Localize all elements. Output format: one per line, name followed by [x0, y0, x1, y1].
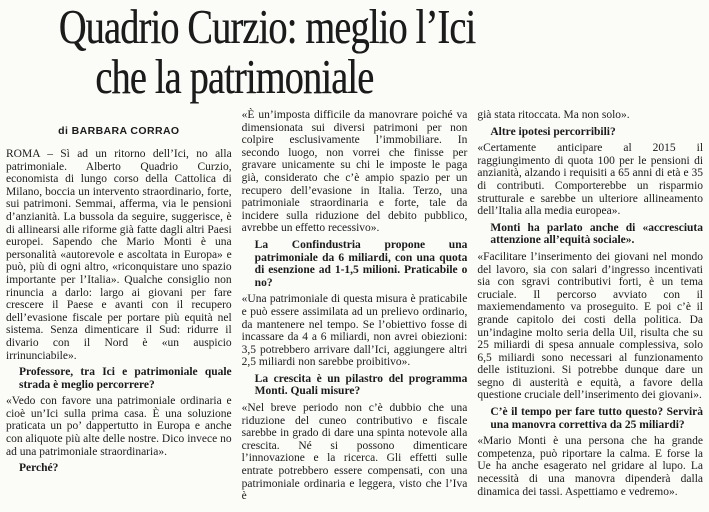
- interview-question: C’è il tempo per fare tutto questo? Servirà una manovra correttiva da 25 miliardi?: [490, 406, 704, 431]
- interview-question: Monti ha parlato anche di «accresciuta attenzione all’equità sociale».: [490, 221, 704, 247]
- interview-answer: «È un’imposta difficile da manovrare poiché va dimensionata sui diversi patrimoni per non colpire esclusivamente l’immobiliare. In secondo luogo, non vorrei che finisse per gravare unicamente su chi le imposte le paga già, considerato che c’è ampio spazio per un recupero dell’evasione in Italia. Terzo, una patrimoniale straordinaria e forte, tale da incidere sulla riduzione del debito pubblico, avrebbe un effetto recessivo».: [241, 109, 468, 235]
- article-headline: [0, 0, 476, 104]
- article-body: [0, 102, 709, 503]
- column-2: [242, 109, 468, 503]
- interview-answer: «Facilitare l’inserimento dei giovani nel mondo del lavoro, sia con salari d’ingresso incentivati sia con sgravi contributivi forti, è un tema cruciale. Il percorso avviato con il maxiemendamento va proseguito. E poi c’è il grande capitolo dei costi della politica. Da un’indagine molto seria della Uil, risulta che su 25 miliardi di spesa annuale complessiva, solo 6,5 miliardi sono necessari al funzionamento delle istituzioni. Si potrebbe dunque dare un segno di austerità e equità, a favore della questione cruciale dell’inserimento dei giovani».: [477, 250, 704, 402]
- interview-answer: «Certamente anticipare al 2015 il raggiungimento di quota 100 per le pensioni di anzianità, alzando i requisiti a 65 anni di età e 35 di contributi. Comporterebbe un risparmio strutturale e sarebbe un ulteriore allineamento dell’Italia alla media europea».: [477, 142, 704, 218]
- interview-answer-continued: già stata ritoccata. Ma non solo».: [477, 109, 630, 121]
- interview-question: La crescita è un pilastro del programma Monti. Quali misure?: [254, 372, 468, 398]
- column-1: [6, 109, 232, 503]
- interview-question: La Confindustria propone una patrimoniale da 6 miliardi, con una quota di esenzione ad 1-1,5 milioni. Praticabile o no?: [254, 238, 468, 289]
- interview-answer: «Mario Monti è una persona che ha grande competenza, può riportare la calma. E forse la Ue ha anche esagerato nel gridare al lupo. La necessità di una manovra dipenderà dalla dinamica dei tassi. Aspettiamo e vedremo».: [477, 435, 704, 498]
- interview-question: Professore, tra Ici e patrimoniale quale strada è meglio percorrere?: [19, 366, 232, 391]
- byline: di BARBARA CORRAO: [58, 125, 180, 137]
- interview-question: Altre ipotesi percorribili?: [490, 125, 616, 138]
- interview-answer: «Una patrimoniale di questa misura è praticabile e può essere assimilata ad un prelievo ordinario, da mantenere nel tempo. Se l’obiettivo fosse di incassare da 4 a 6 miliardi, non avrei obiezioni: 3,5 potrebbero arrivare dall’Ici, aggiungere altri 2,5 miliardi non sarebbe proibitivo».: [241, 293, 468, 369]
- lede-paragraph: ROMA – Sì ad un ritorno dell’Ici, no alla patrimoniale. Alberto Quadrio Curzio, economista di lungo corso della Cattolica di Milano, boccia un intervento straordinario, forte, sui patrimoni. Semmai, afferma, via le pensioni d’anzianità. La bussola da seguire, suggerisce, è di allinearsi alle riforme già fatte dagli altri Paesi europei. Sapendo che Mario Monti è una personalità «autorevole e ascoltata in Europa» e può, più di ogni altro, «riconquistare uno spazio importante per l’Italia». Qualche consiglio non rinuncia a darlo: largo ai giovani per fare crescere il Paese e avanti con il recupero dell’evasione fiscale per portare più equità nel sistema. Senza dimenticare il Sud: ridurre il divario con il Nord è «un auspicio irrinunciabile».: [6, 148, 232, 362]
- headline-line-1: Quadrio Curzio: meglio l’Ici: [58, 0, 476, 54]
- column-3: [477, 109, 703, 503]
- interview-answer: «Vedo con favore una patrimoniale ordinaria e cioè un’Ici sulla prima casa. È una soluzione praticata un po’ dappertutto in Europa e anche con aliquote più alte delle nostre. Dico invece no ad una patrimoniale straordinaria».: [6, 395, 232, 458]
- interview-question: Perché?: [19, 462, 59, 475]
- interview-answer: «Nel breve periodo non c’è dubbio che una riduzione del cuneo contributivo e fiscale sarebbe in grado di dare una spinta notevole alla crescita. Né si possono dimenticare l’innovazione e la ricerca. Gli effetti sulle entrate potrebbero essere compensati, con una patrimoniale ordinaria e leggera, visto che l’Iva è: [241, 402, 468, 503]
- headline-line-2: che la patrimoniale: [94, 49, 374, 104]
